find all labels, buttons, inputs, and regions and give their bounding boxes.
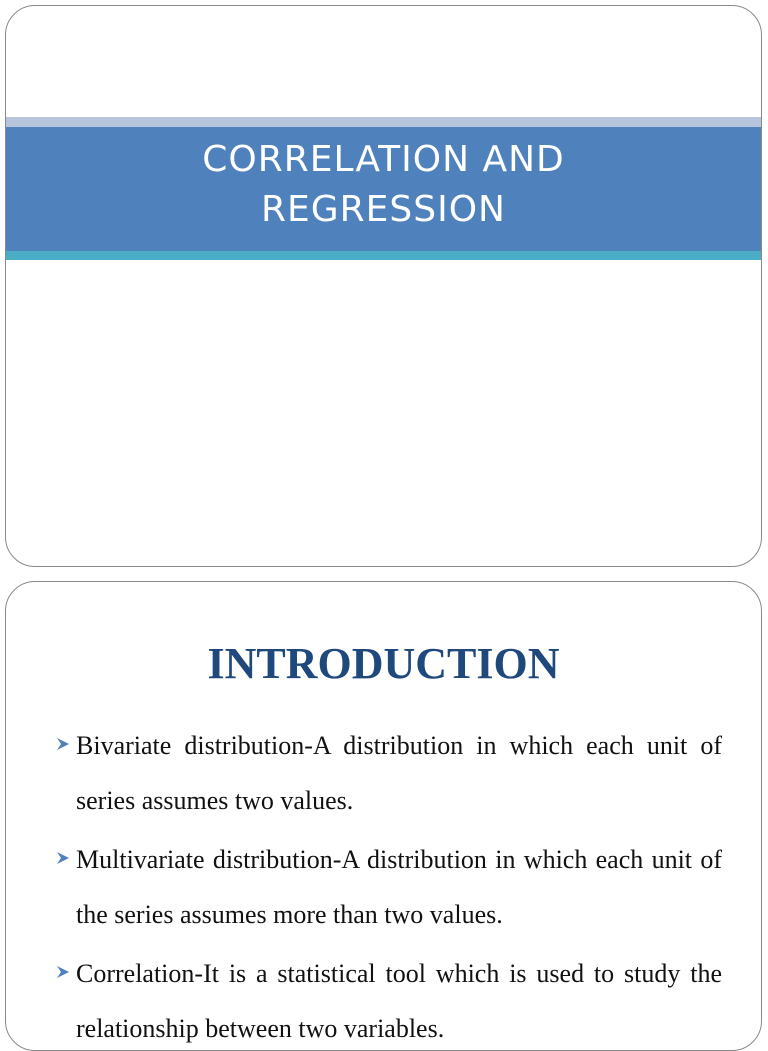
introduction-slide	[5, 581, 762, 1051]
title-slide	[5, 5, 762, 567]
title-band-bottom-stripe	[6, 251, 761, 260]
bullet-text: Bivariate distribution-A distribution in which each unit of series assumes two values.	[76, 731, 722, 815]
arrowhead-bullet-icon	[56, 965, 70, 979]
bullet-text: Correlation-It is a statistical tool which is used to study the relationship between two variables.	[76, 959, 722, 1043]
title-band-top-stripe	[6, 117, 761, 127]
bullet-item	[54, 946, 722, 1051]
bullet-text: Multivariate distribution-A distribution in which each unit of the series assumes more than two values.	[76, 845, 722, 929]
slide-heading: INTRODUCTION	[207, 639, 560, 688]
bullet-list	[54, 718, 722, 1051]
bullet-item	[54, 832, 722, 942]
arrowhead-bullet-icon	[56, 851, 70, 865]
bullet-item	[54, 718, 722, 828]
slide-title-line-1: CORRELATION AND	[202, 139, 565, 180]
slide-title	[6, 135, 761, 235]
arrowhead-bullet-icon	[56, 737, 70, 751]
slide-title-line-2: REGRESSION	[260, 189, 506, 230]
